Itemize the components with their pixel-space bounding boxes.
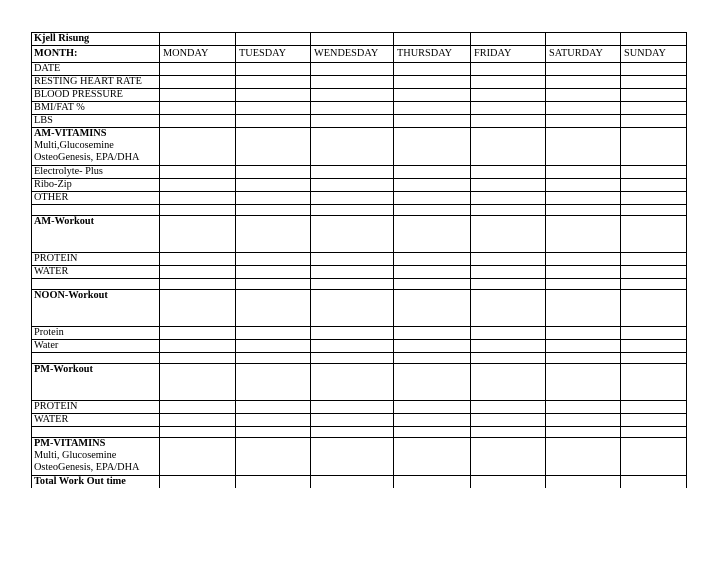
table-row	[32, 115, 687, 128]
table-cell[interactable]	[546, 179, 621, 192]
day-header-sunday: SUNDAY	[621, 46, 687, 63]
table-cell[interactable]	[546, 327, 621, 340]
table-row	[32, 401, 687, 414]
table-cell[interactable]	[160, 102, 236, 115]
table-cell[interactable]	[160, 33, 236, 46]
table-cell[interactable]	[236, 102, 311, 115]
table-cell[interactable]	[471, 327, 546, 340]
table-cell[interactable]	[160, 364, 236, 401]
table-cell[interactable]	[394, 166, 471, 179]
table-cell[interactable]	[236, 401, 311, 414]
owner-name: Kjell Risung	[32, 33, 160, 46]
table-cell[interactable]	[394, 115, 471, 128]
table-cell[interactable]	[621, 266, 687, 279]
spacer-cell	[32, 205, 160, 216]
table-row	[32, 253, 687, 266]
table-cell[interactable]	[160, 63, 236, 76]
row-label: BMI/FAT %	[32, 102, 160, 115]
table-row	[32, 414, 687, 427]
table-cell[interactable]	[311, 128, 394, 166]
row-label: PROTEIN	[32, 401, 160, 414]
row-label: DATE	[32, 63, 160, 76]
table-cell[interactable]	[394, 253, 471, 266]
table-cell[interactable]	[160, 353, 236, 364]
table-cell[interactable]	[471, 340, 546, 353]
table-cell[interactable]	[160, 401, 236, 414]
table-cell[interactable]	[311, 427, 394, 438]
row-label: Water	[32, 340, 160, 353]
table-cell[interactable]	[471, 192, 546, 205]
table-cell[interactable]	[236, 115, 311, 128]
total-row	[32, 476, 687, 489]
table-row	[32, 266, 687, 279]
table-cell[interactable]	[160, 166, 236, 179]
table-cell[interactable]	[471, 401, 546, 414]
table-cell[interactable]	[311, 340, 394, 353]
table-cell[interactable]	[546, 290, 621, 327]
table-row	[32, 166, 687, 179]
table-cell[interactable]	[621, 89, 687, 102]
spacer-row	[32, 205, 687, 216]
table-cell[interactable]	[546, 63, 621, 76]
table-cell[interactable]	[471, 290, 546, 327]
table-cell[interactable]	[546, 76, 621, 89]
table-cell[interactable]	[394, 364, 471, 401]
table-cell[interactable]	[546, 401, 621, 414]
spacer-cell	[32, 353, 160, 364]
spacer-row	[32, 353, 687, 364]
table-cell[interactable]	[236, 414, 311, 427]
table-cell[interactable]	[394, 353, 471, 364]
section-detail: OsteoGenesis, EPA/DHA	[34, 462, 140, 473]
table-cell[interactable]	[471, 414, 546, 427]
table-cell[interactable]	[311, 476, 394, 489]
table-cell[interactable]	[394, 266, 471, 279]
table-cell[interactable]	[236, 253, 311, 266]
table-cell[interactable]	[394, 89, 471, 102]
table-cell[interactable]	[311, 327, 394, 340]
table-cell[interactable]	[311, 179, 394, 192]
spacer-row	[32, 427, 687, 438]
table-cell[interactable]	[394, 279, 471, 290]
table-cell[interactable]	[160, 438, 236, 476]
table-cell[interactable]	[236, 192, 311, 205]
section-row	[32, 216, 687, 253]
section-row	[32, 364, 687, 401]
section-row	[32, 290, 687, 327]
table-cell[interactable]	[471, 115, 546, 128]
table-cell[interactable]	[471, 128, 546, 166]
table-row	[32, 179, 687, 192]
table-cell[interactable]	[621, 476, 687, 489]
section-title: AM-Workout	[34, 216, 95, 227]
row-label: PROTEIN	[32, 253, 160, 266]
table-cell[interactable]	[311, 115, 394, 128]
table-cell[interactable]	[160, 279, 236, 290]
table-cell[interactable]	[394, 438, 471, 476]
section-row	[32, 128, 687, 166]
table-cell[interactable]	[236, 266, 311, 279]
table-cell[interactable]	[546, 353, 621, 364]
section-label	[32, 438, 160, 476]
section-title: PM-VITAMINS	[34, 438, 106, 449]
table-cell[interactable]	[621, 364, 687, 401]
table-cell[interactable]	[546, 427, 621, 438]
day-header-saturday: SATURDAY	[546, 46, 621, 63]
table-cell[interactable]	[546, 216, 621, 253]
table-cell[interactable]	[394, 179, 471, 192]
table-cell[interactable]	[621, 128, 687, 166]
table-cell[interactable]	[236, 327, 311, 340]
table-row	[32, 102, 687, 115]
day-header-tuesday: TUESDAY	[236, 46, 311, 63]
table-cell[interactable]	[394, 216, 471, 253]
table-cell[interactable]	[236, 279, 311, 290]
table-cell[interactable]	[471, 438, 546, 476]
table-cell[interactable]	[621, 76, 687, 89]
table-cell[interactable]	[621, 427, 687, 438]
table-cell[interactable]	[621, 327, 687, 340]
row-label: RESTING HEART RATE	[32, 76, 160, 89]
table-cell[interactable]	[471, 279, 546, 290]
table-cell[interactable]	[160, 115, 236, 128]
table-cell[interactable]	[471, 266, 546, 279]
row-label: Ribo-Zip	[32, 179, 160, 192]
table-cell[interactable]	[236, 364, 311, 401]
table-cell[interactable]	[311, 414, 394, 427]
section-detail: Multi, Glucosemine	[34, 450, 117, 461]
table-row	[32, 340, 687, 353]
table-cell[interactable]	[311, 438, 394, 476]
table-cell[interactable]	[236, 216, 311, 253]
table-row	[32, 327, 687, 340]
table-cell[interactable]	[160, 89, 236, 102]
table-cell[interactable]	[236, 476, 311, 489]
day-header-monday: MONDAY	[160, 46, 236, 63]
table-cell[interactable]	[160, 327, 236, 340]
table-cell[interactable]	[311, 63, 394, 76]
name-row	[32, 33, 687, 46]
day-header-thursday: THURSDAY	[394, 46, 471, 63]
day-header-wednesday: WENDESDAY	[311, 46, 394, 63]
table-cell[interactable]	[621, 340, 687, 353]
day-header-friday: FRIDAY	[471, 46, 546, 63]
table-cell[interactable]	[471, 179, 546, 192]
table-cell[interactable]	[236, 128, 311, 166]
table-cell[interactable]	[160, 216, 236, 253]
row-label: OTHER	[32, 192, 160, 205]
total-label: Total Work Out time	[32, 476, 160, 489]
row-label: WATER	[32, 414, 160, 427]
table-cell[interactable]	[236, 89, 311, 102]
spacer-row	[32, 279, 687, 290]
table-cell[interactable]	[546, 414, 621, 427]
table-cell[interactable]	[311, 192, 394, 205]
section-title: PM-Workout	[34, 364, 93, 375]
table-cell[interactable]	[471, 364, 546, 401]
section-title: AM-VITAMINS	[34, 128, 107, 139]
table-cell[interactable]	[546, 102, 621, 115]
table-cell[interactable]	[546, 364, 621, 401]
table-cell[interactable]	[621, 166, 687, 179]
table-cell[interactable]	[546, 192, 621, 205]
table-cell[interactable]	[160, 76, 236, 89]
table-cell[interactable]	[236, 63, 311, 76]
section-label	[32, 216, 160, 253]
table-cell[interactable]	[546, 166, 621, 179]
table-cell[interactable]	[546, 476, 621, 489]
table-cell[interactable]	[236, 205, 311, 216]
row-label: LBS	[32, 115, 160, 128]
table-cell[interactable]	[546, 89, 621, 102]
section-row	[32, 438, 687, 476]
table-cell[interactable]	[160, 128, 236, 166]
table-cell[interactable]	[471, 166, 546, 179]
table-cell[interactable]	[546, 438, 621, 476]
table-cell[interactable]	[311, 290, 394, 327]
table-cell[interactable]	[471, 205, 546, 216]
table-cell[interactable]	[394, 192, 471, 205]
table-cell[interactable]	[471, 253, 546, 266]
table-cell[interactable]	[236, 438, 311, 476]
table-cell[interactable]	[394, 205, 471, 216]
table-cell[interactable]	[311, 266, 394, 279]
table-cell[interactable]	[311, 76, 394, 89]
table-cell[interactable]	[394, 414, 471, 427]
table-cell[interactable]	[394, 290, 471, 327]
table-cell[interactable]	[394, 401, 471, 414]
table-cell[interactable]	[546, 33, 621, 46]
table-cell[interactable]	[394, 102, 471, 115]
table-cell[interactable]	[236, 340, 311, 353]
table-cell[interactable]	[621, 401, 687, 414]
table-cell[interactable]	[160, 476, 236, 489]
table-cell[interactable]	[621, 290, 687, 327]
table-cell[interactable]	[311, 216, 394, 253]
table-cell[interactable]	[236, 76, 311, 89]
table-cell[interactable]	[621, 102, 687, 115]
table-cell[interactable]	[160, 427, 236, 438]
section-title: NOON-Workout	[34, 290, 108, 301]
table-cell[interactable]	[621, 192, 687, 205]
table-cell[interactable]	[621, 179, 687, 192]
table-cell[interactable]	[311, 279, 394, 290]
section-detail: Multi,Glucosemine	[34, 140, 114, 151]
row-label: Electrolyte- Plus	[32, 166, 160, 179]
table-cell[interactable]	[160, 290, 236, 327]
table-cell[interactable]	[621, 33, 687, 46]
table-cell[interactable]	[160, 340, 236, 353]
table-cell[interactable]	[311, 89, 394, 102]
table-cell[interactable]	[394, 63, 471, 76]
table-cell[interactable]	[546, 115, 621, 128]
table-cell[interactable]	[311, 102, 394, 115]
table-row	[32, 76, 687, 89]
table-cell[interactable]	[311, 205, 394, 216]
table-cell[interactable]	[236, 33, 311, 46]
table-row	[32, 89, 687, 102]
table-cell[interactable]	[160, 179, 236, 192]
table-cell[interactable]	[394, 427, 471, 438]
table-cell[interactable]	[546, 253, 621, 266]
table-cell[interactable]	[471, 102, 546, 115]
table-cell[interactable]	[160, 266, 236, 279]
table-cell[interactable]	[394, 128, 471, 166]
table-cell[interactable]	[394, 340, 471, 353]
header-row	[32, 46, 687, 63]
table-cell[interactable]	[236, 179, 311, 192]
month-label: MONTH:	[32, 46, 160, 63]
table-cell[interactable]	[160, 253, 236, 266]
table-cell[interactable]	[471, 76, 546, 89]
table-cell[interactable]	[471, 89, 546, 102]
table-cell[interactable]	[160, 414, 236, 427]
table-cell[interactable]	[160, 205, 236, 216]
table-cell[interactable]	[621, 353, 687, 364]
table-cell[interactable]	[471, 476, 546, 489]
section-detail: OsteoGenesis, EPA/DHA	[34, 152, 140, 163]
table-cell[interactable]	[621, 115, 687, 128]
table-cell[interactable]	[471, 33, 546, 46]
table-cell[interactable]	[236, 353, 311, 364]
spacer-cell	[32, 427, 160, 438]
table-cell[interactable]	[546, 205, 621, 216]
table-cell[interactable]	[311, 353, 394, 364]
table-cell[interactable]	[621, 414, 687, 427]
table-cell[interactable]	[546, 340, 621, 353]
table-cell[interactable]	[546, 266, 621, 279]
table-cell[interactable]	[471, 427, 546, 438]
table-cell[interactable]	[546, 128, 621, 166]
table-cell[interactable]	[471, 353, 546, 364]
table-cell[interactable]	[621, 279, 687, 290]
table-cell[interactable]	[236, 427, 311, 438]
row-label: Protein	[32, 327, 160, 340]
table-cell[interactable]	[621, 63, 687, 76]
table-cell[interactable]	[311, 33, 394, 46]
table-cell[interactable]	[621, 253, 687, 266]
table-cell[interactable]	[546, 279, 621, 290]
table-cell[interactable]	[621, 216, 687, 253]
table-cell[interactable]	[471, 216, 546, 253]
table-row	[32, 192, 687, 205]
table-cell[interactable]	[311, 166, 394, 179]
section-label	[32, 128, 160, 166]
section-label	[32, 364, 160, 401]
table-cell[interactable]	[311, 364, 394, 401]
table-row	[32, 63, 687, 76]
table-cell[interactable]	[394, 33, 471, 46]
section-label	[32, 290, 160, 327]
table-cell[interactable]	[236, 166, 311, 179]
table-cell[interactable]	[471, 63, 546, 76]
table-cell[interactable]	[621, 438, 687, 476]
table-cell[interactable]	[394, 476, 471, 489]
table-cell[interactable]	[394, 327, 471, 340]
row-label: WATER	[32, 266, 160, 279]
table-cell[interactable]	[621, 205, 687, 216]
row-label: BLOOD PRESSURE	[32, 89, 160, 102]
spacer-cell	[32, 279, 160, 290]
table-cell[interactable]	[311, 401, 394, 414]
table-cell[interactable]	[394, 76, 471, 89]
table-cell[interactable]	[311, 253, 394, 266]
weekly-health-log-table	[31, 32, 687, 488]
table-cell[interactable]	[236, 290, 311, 327]
table-cell[interactable]	[160, 192, 236, 205]
